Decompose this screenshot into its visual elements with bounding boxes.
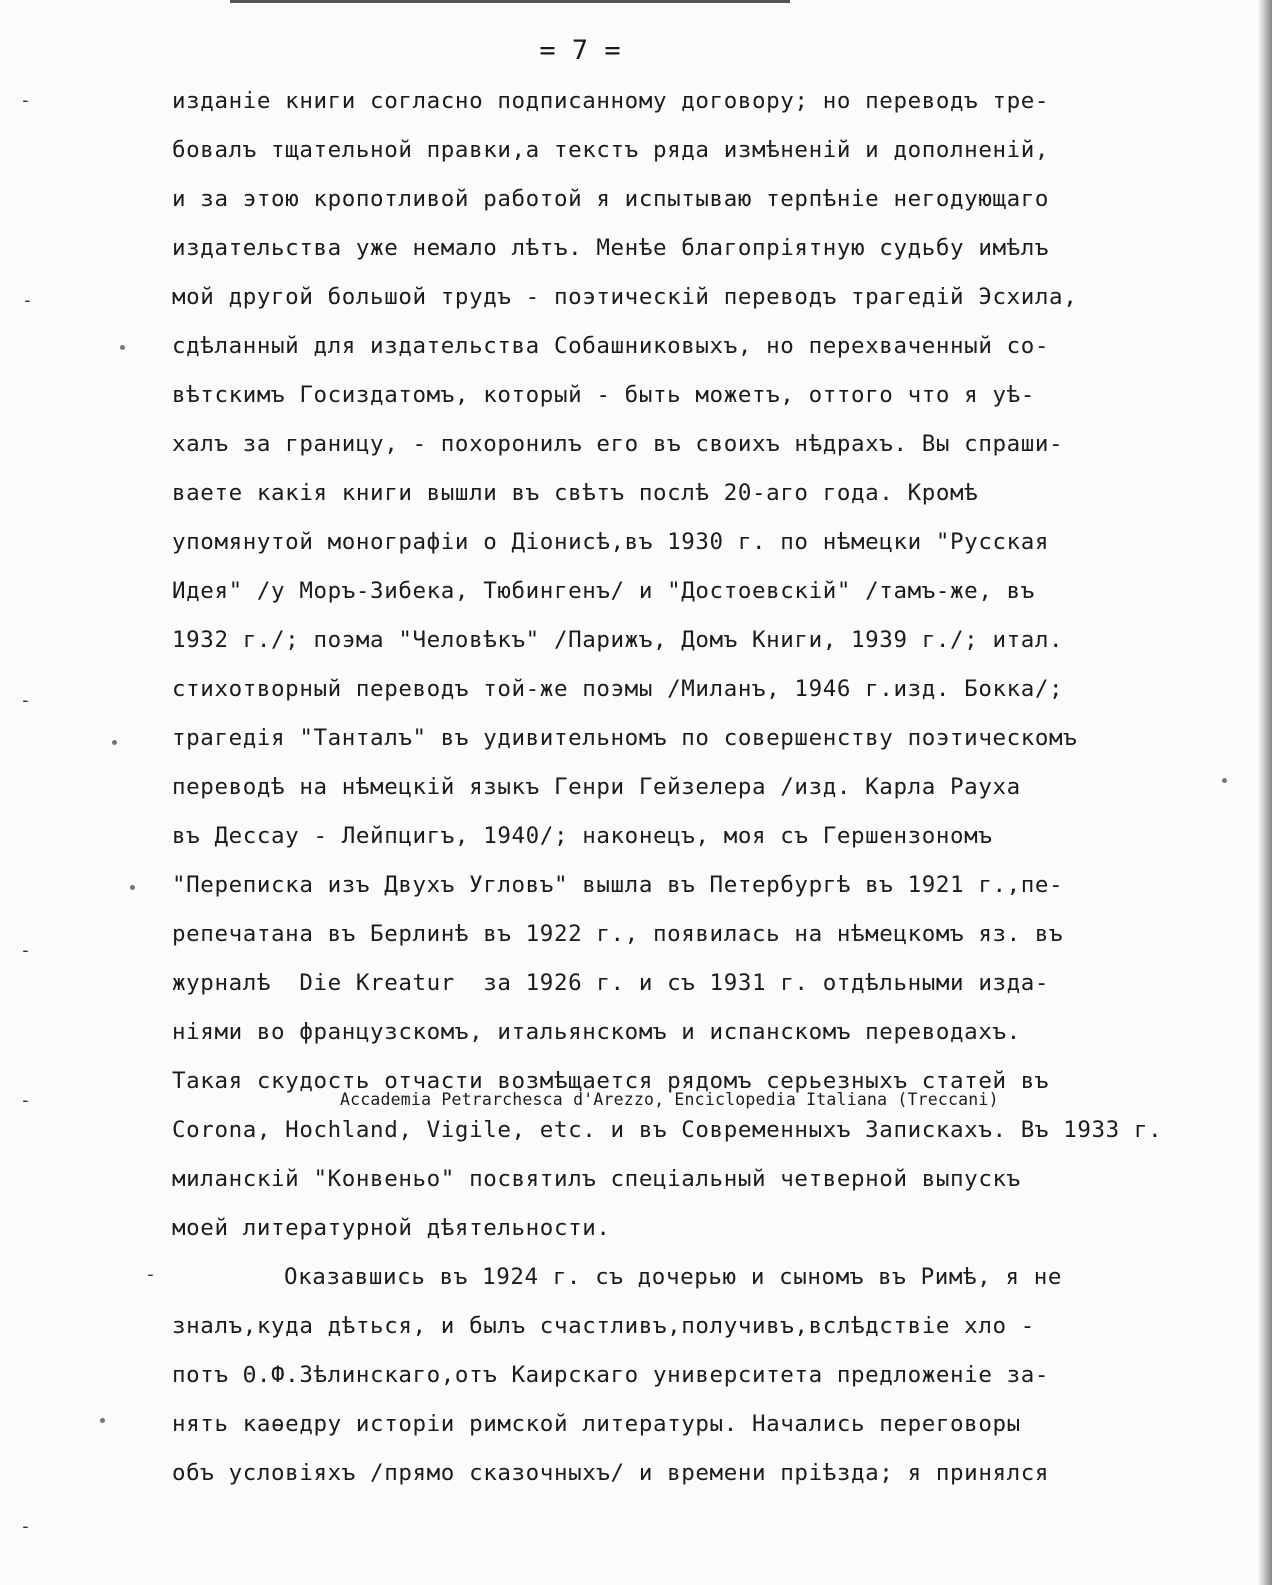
body-text: [172, 84, 1232, 1505]
text-line: переводѣ на нѣмецкій языкъ Генри Гейзелера /изд. Карла Рауха: [172, 774, 1021, 800]
text-line: стихотворный переводъ той-же поэмы /Миланъ, 1946 г.изд. Бокка/;: [172, 676, 1064, 702]
text-line: Такая скудость отчасти возмѣщается рядомъ серьезныхъ статей въ: [172, 1068, 1050, 1094]
text-line: изданіе книги согласно подписанному договору; но переводъ тре-: [172, 88, 1050, 114]
text-line: сдѣланный для издательства Собашниковыхъ, но перехваченный со-: [172, 333, 1050, 359]
margin-mark: -: [22, 290, 33, 311]
margin-mark: -: [20, 1090, 31, 1111]
text-line: объ условіяхъ /прямо сказочныхъ/ и времени пріѣзда; я принялся: [172, 1460, 1050, 1486]
scan-speck: [1222, 778, 1227, 783]
text-line: мой другой большой трудъ - поэтическій переводъ трагедій Эсхила,: [172, 284, 1078, 310]
scan-shadow: [1258, 0, 1272, 1585]
scan-speck: [100, 1418, 105, 1423]
page-number: = 7 =: [539, 35, 621, 66]
text-line: издательства уже немало лѣтъ. Менѣе благопріятную судьбу имѣлъ: [172, 235, 1050, 261]
text-line: "Переписка изъ Двухъ Угловъ" вышла въ Петербургѣ въ 1921 г.,пе-: [172, 872, 1064, 898]
text-line: Идея" /у Моръ-Зибека, Тюбингенъ/ и "Достоевскій" /тамъ-же, въ: [172, 578, 1035, 604]
text-line: халъ за границу, - похоронилъ его въ своихъ нѣдрахъ. Вы спраши-: [172, 431, 1064, 457]
text-line: вѣтскимъ Госиздатомъ, который - быть можетъ, оттого что я уѣ-: [172, 382, 1035, 408]
text-line: Corona, Hochland, Vigile, etc. и въ Современныхъ Запискахъ. Въ 1933 г.: [172, 1117, 1163, 1143]
scan-speck: [112, 740, 117, 745]
text-line: потъ Θ.Ф.Зѣлинскаго,отъ Каирскаго университета предложеніе за-: [172, 1362, 1050, 1388]
paragraph-start-line: Оказавшись въ 1924 г. съ дочерью и сыномъ въ Римѣ, я не: [284, 1264, 1063, 1290]
text-line: ніями во французскомъ, итальянскомъ и испанскомъ переводахъ.: [172, 1019, 1021, 1045]
text-line: въ Дессау - Лейпцигъ, 1940/; наконецъ, моя съ Гершензономъ: [172, 823, 993, 849]
margin-mark: -: [145, 1264, 156, 1285]
margin-mark: -: [20, 940, 31, 961]
text-line: репечатана въ Берлинѣ въ 1922 г., появилась на нѣмецкомъ яз. въ: [172, 921, 1064, 947]
text-line: миланскій "Конвеньо" посвятилъ спеціальный четверной выпускъ: [172, 1166, 1021, 1192]
margin-mark: -: [20, 90, 31, 111]
inserted-note: Accademia Petrarchesca d'Arezzo, Enciclopedia Italiana (Treccani): [340, 1090, 999, 1109]
text-line: ваете какія книги вышли въ свѣтъ послѣ 20-аго года. Кромѣ: [172, 480, 979, 506]
text-line: упомянутой монографіи о Діонисѣ,въ 1930 г. по нѣмецки "Русская: [172, 529, 1050, 555]
text-line: журналѣ Die Kreatur за 1926 г. и съ 1931 г. отдѣльными изда-: [172, 970, 1050, 996]
scan-edge: [230, 0, 790, 3]
text-line: 1932 г./; поэма "Человѣкъ" /Парижъ, Домъ Книги, 1939 г./; итал.: [172, 627, 1064, 653]
text-line: зналъ,куда дѣться, и былъ счастливъ,получивъ,вслѣдствіе хло -: [172, 1313, 1035, 1339]
text-line: трагедія "Танталъ" въ удивительномъ по совершенству поэтическомъ: [172, 725, 1078, 751]
text-line: и за этою кропотливой работой я испытываю терпѣніе негодующаго: [172, 186, 1050, 212]
text-line: бовалъ тщательной правки,а текстъ ряда измѣненій и дополненій,: [172, 137, 1050, 163]
margin-mark: -: [20, 690, 31, 711]
text-line: моей литературной дѣятельности.: [172, 1215, 611, 1241]
margin-mark: -: [20, 1516, 31, 1537]
scan-speck: [130, 885, 135, 890]
text-line: нять каѳедру исторіи римской литературы. Начались переговоры: [172, 1411, 1021, 1437]
scan-speck: [120, 345, 125, 350]
